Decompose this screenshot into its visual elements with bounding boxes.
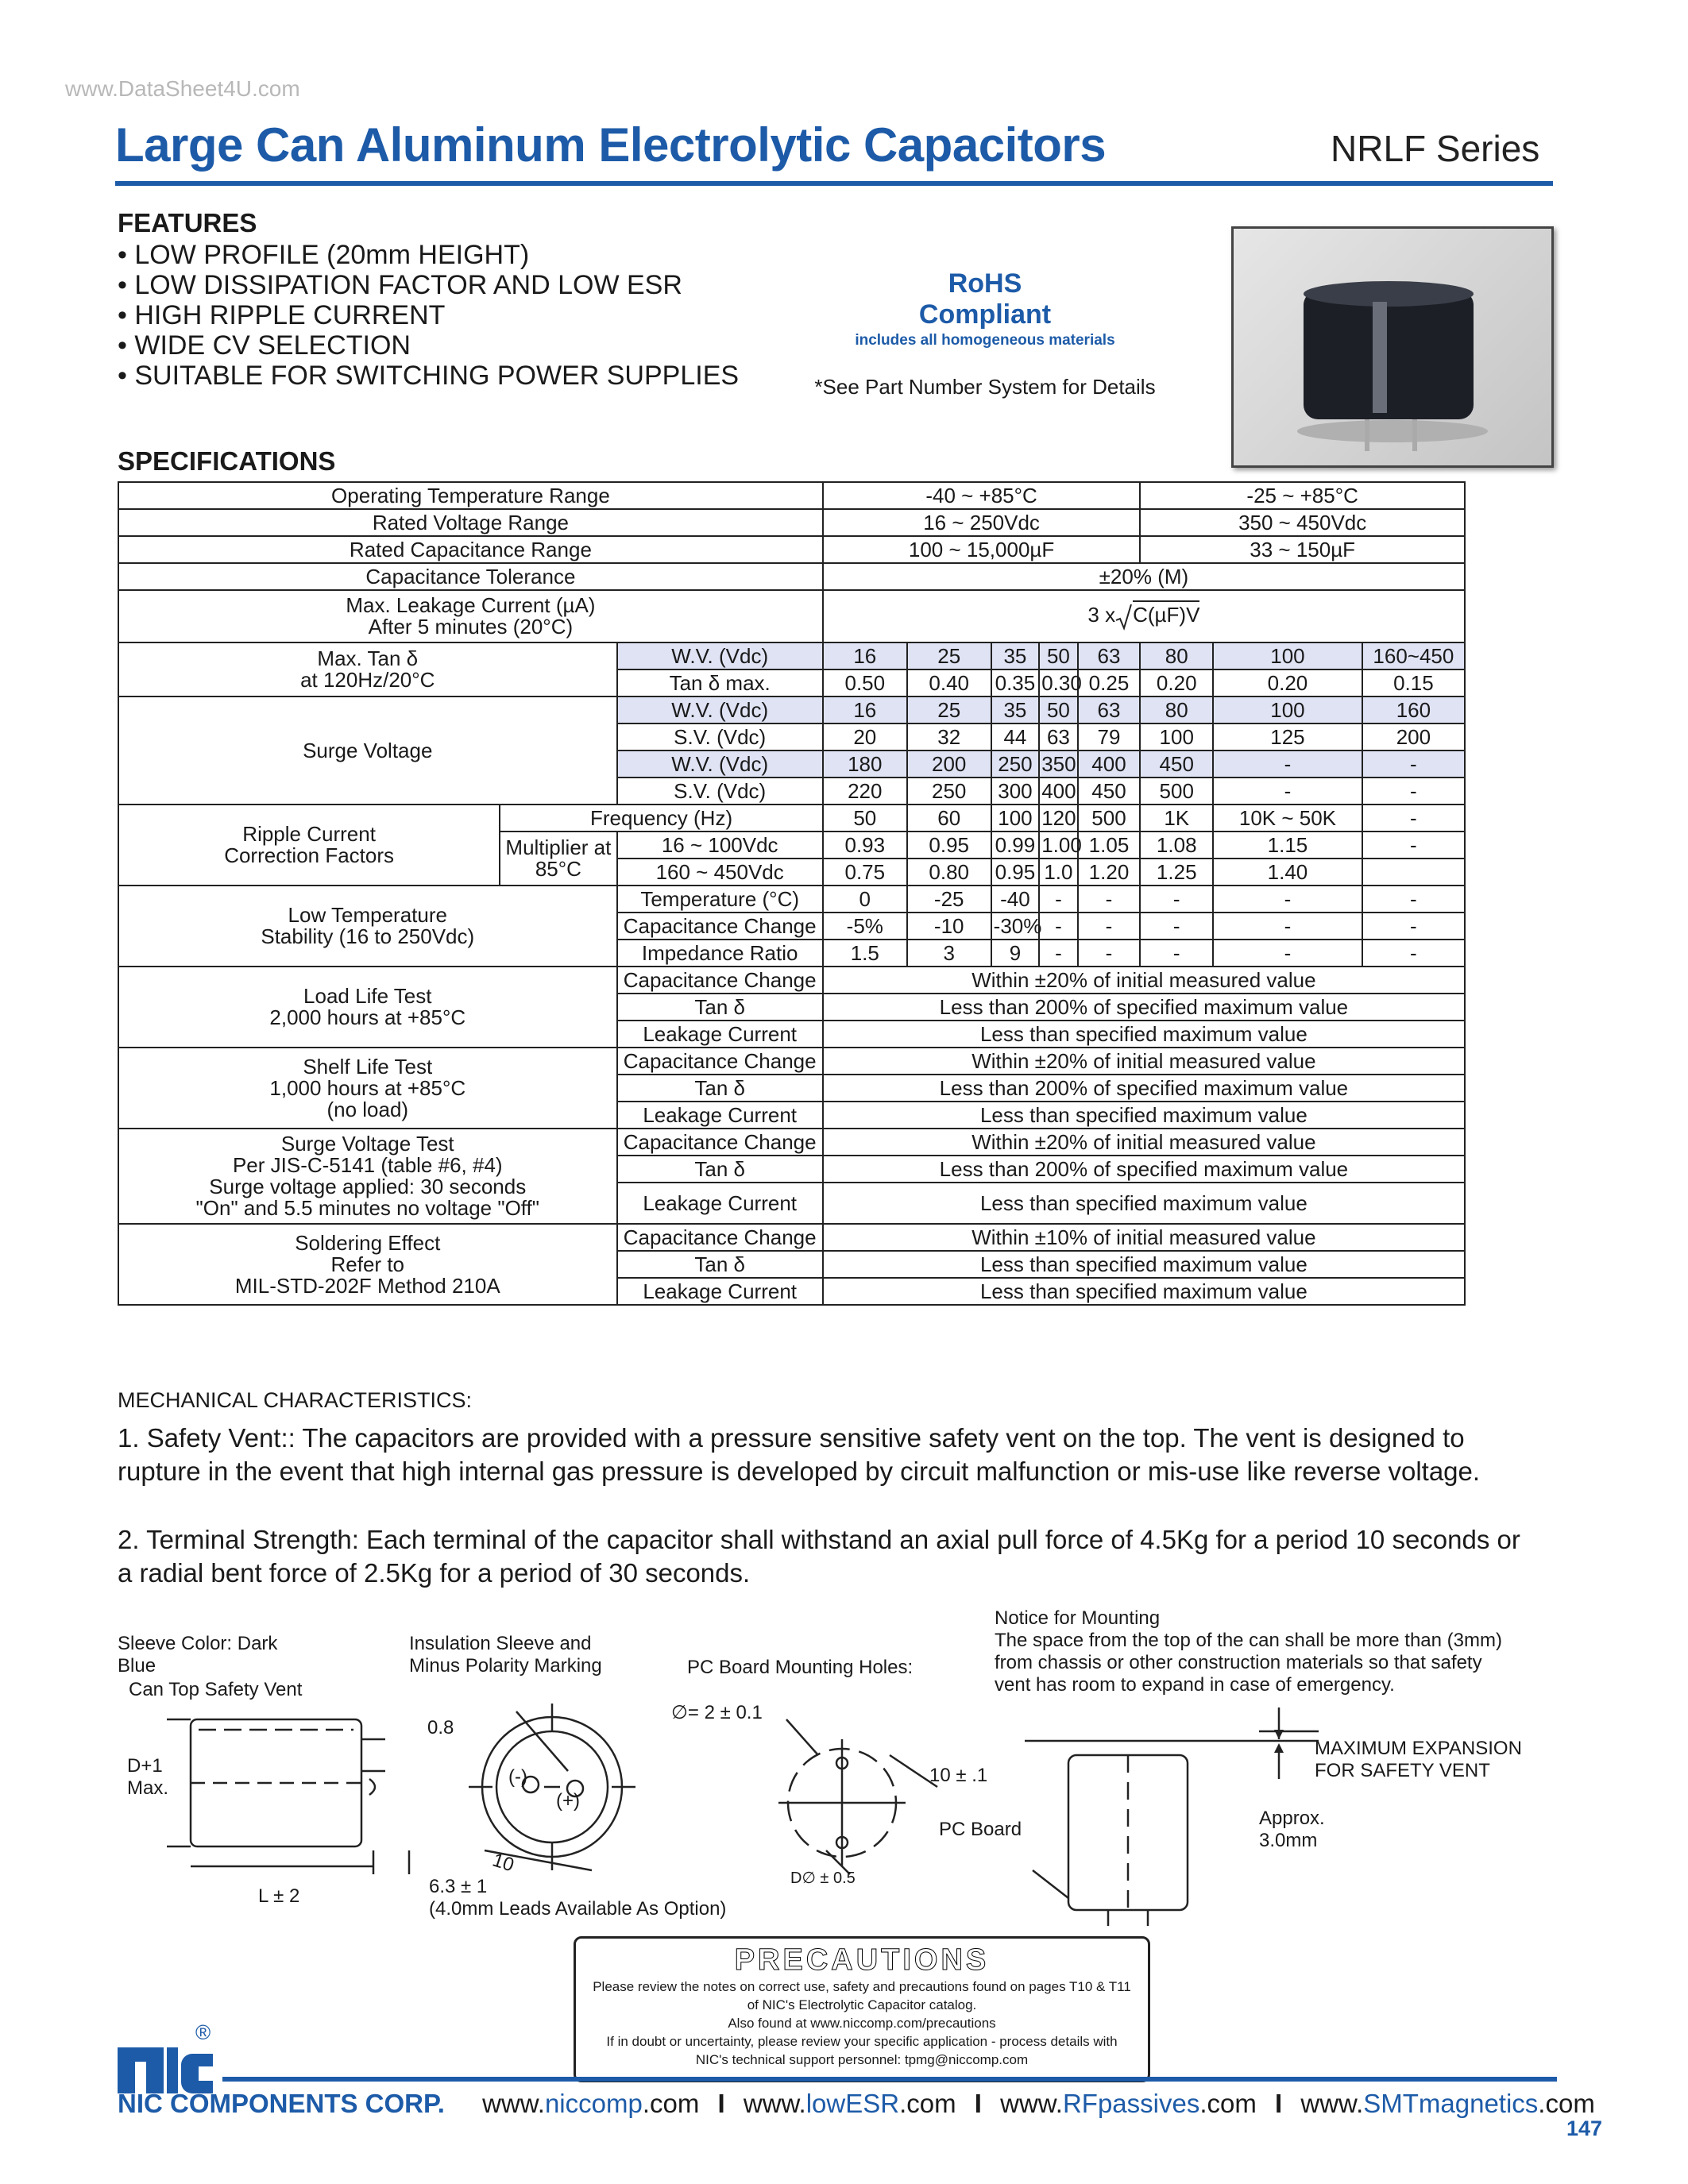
specifications-table	[118, 481, 1466, 1306]
table-row: Leakage Current Less than specified maximum value	[118, 1021, 1465, 1048]
table-row: Leakage Current Less than specified maximum value	[118, 1183, 1465, 1224]
table-row: Tan δ max. 0.50 0.40 0.35 0.30 0.25 0.20 0.20 0.15	[118, 669, 1465, 696]
table-row: Tan δ Less than 200% of specified maximum value	[118, 1075, 1465, 1102]
table-row: Surge Voltage W.V. (Vdc) 16 25 35 50 63 80 100 160	[118, 696, 1465, 723]
specifications-heading: SPECIFICATIONS	[118, 446, 336, 476]
notice-line: from chassis or other construction materials so that safety	[995, 1652, 1482, 1673]
precautions-title: PRECAUTIONS	[734, 1943, 990, 1977]
leakage-formula: 3 x C(µF)V	[823, 590, 1465, 642]
dim-10-label: 10	[489, 1849, 517, 1877]
dim-0-8-label: 0.8	[427, 1717, 454, 1738]
feature-item: • LOW PROFILE (20mm HEIGHT)	[118, 240, 530, 270]
product-photo	[1231, 226, 1554, 468]
precautions-contact[interactable]: NIC's technical support personnel: tpmg@niccomp.com	[695, 2052, 1029, 2067]
table-row: 160 ~ 450Vdc 0.75 0.80 0.95 1.0 1.20 1.25 1.40	[118, 859, 1465, 886]
insulation-label: Insulation Sleeve and	[409, 1633, 592, 1654]
pc-board-label: PC Board	[939, 1819, 1022, 1840]
company-name: NIC COMPONENTS CORP.	[118, 2089, 445, 2118]
terminal-strength-paragraph: 2. Terminal Strength: Each terminal of the capacitor shall withstand an axial pull force of 4.5Kg for a period 10 seconds or a radial bent force of 2.5Kg for a period of 30 seconds.	[118, 1525, 1520, 1588]
insulation-label-2: Minus Polarity Marking	[409, 1655, 602, 1677]
table-row: Rated Capacitance Range 100 ~ 15,000µF 33 ~ 150µF	[118, 536, 1465, 563]
mechanical-heading: MECHANICAL CHARACTERISTICS:	[118, 1388, 473, 1412]
table-row: Tan δ Less than specified maximum value	[118, 1251, 1465, 1278]
table-row: Capacitance Change -5% -10 -30% - - - - -	[118, 913, 1465, 940]
series-name: NRLF Series	[1331, 128, 1540, 169]
max-expansion-label-2: FOR SAFETY VENT	[1315, 1760, 1490, 1781]
mounting-holes-label: PC Board Mounting Holes:	[687, 1657, 914, 1678]
safety-vent-paragraph: 1. Safety Vent:: The capacitors are provided with a pressure sensitive safety vent on the top. The vent is designed to rupture in the event that high internal gas pressure is developed by circuit malfunction or mis-use like reverse voltage.	[118, 1423, 1481, 1486]
link-rfpassives[interactable]: www.RFpassives.com	[1000, 2089, 1257, 2118]
notice-line: vent has room to expand in case of emergency.	[995, 1674, 1395, 1696]
hole-circle-label: D∅ ± 0.5	[790, 1870, 856, 1887]
page-number: 147	[1566, 2116, 1603, 2140]
length-label: L ± 2	[258, 1885, 300, 1907]
link-lowesr[interactable]: www.lowESR.com	[743, 2089, 956, 2118]
diameter-max-label: Max.	[127, 1777, 169, 1799]
max-expansion-label: MAXIMUM EXPANSION	[1315, 1738, 1522, 1759]
sleeve-color-label: Sleeve Color: Dark	[118, 1633, 278, 1654]
table-row: Leakage Current Less than specified maximum value	[118, 1102, 1465, 1129]
table-row: Rated Voltage Range 16 ~ 250Vdc 350 ~ 450Vdc	[118, 509, 1465, 536]
pcb-mount-view	[1068, 1755, 1188, 1910]
rohs-line1: RoHS	[948, 268, 1022, 299]
table-row: Tan δ Less than 200% of specified maximum value	[118, 1156, 1465, 1183]
minus-marking: (-)	[508, 1766, 527, 1788]
table-row: Shelf Life Test 1,000 hours at +85°C (no load) Capacitance Change Within ±20% of initial measured value	[118, 1048, 1465, 1075]
precautions-link[interactable]: Also found at www.niccomp.com/precautions	[728, 2016, 996, 2031]
table-row: Max. Leakage Current (µA) After 5 minutes (20°C) 3 x C(µF)V	[118, 590, 1465, 642]
feature-item: • WIDE CV SELECTION	[118, 330, 411, 361]
table-row: Max. Tan δ at 120Hz/20°C W.V. (Vdc) 16 25 35 50 63 80 100 160~450	[118, 642, 1465, 669]
rohs-note: *See Part Number System for Details	[814, 375, 1156, 399]
notice-line: The space from the top of the can shall be more than (3mm)	[995, 1630, 1502, 1651]
table-row: Capacitance Tolerance ±20% (M)	[118, 563, 1465, 590]
table-row: Impedance Ratio 1.5 3 9 - - - - -	[118, 940, 1465, 967]
precautions-box	[574, 1936, 1150, 2082]
notice-heading: Notice for Mounting	[995, 1607, 1161, 1629]
feature-item: • SUITABLE FOR SWITCHING POWER SUPPLIES	[118, 361, 740, 391]
hole-spacing-label: 10 ± .1	[929, 1765, 988, 1786]
features-heading: FEATURES	[118, 208, 257, 237]
table-row: S.V. (Vdc) 20 32 44 63 79 100 125 200	[118, 723, 1465, 751]
rohs-line3: includes all homogeneous materials	[855, 332, 1115, 349]
lead-option-label: (4.0mm Leads Available As Option)	[429, 1898, 727, 1920]
precautions-line: If in doubt or uncertainty, please review your specific application - process details with	[606, 2034, 1118, 2049]
page-title: Large Can Aluminum Electrolytic Capacitors	[115, 118, 1107, 172]
features-list	[118, 240, 739, 391]
precautions-line: of NIC's Electrolytic Capacitor catalog.	[747, 1997, 977, 2012]
approx-label: Approx.	[1259, 1808, 1325, 1829]
sleeve-color-label-2: Blue	[118, 1655, 156, 1677]
capacitor-photo-icon	[1234, 229, 1551, 465]
feature-item: • HIGH RIPPLE CURRENT	[118, 300, 446, 330]
table-row: Load Life Test 2,000 hours at +85°C Capacitance Change Within ±20% of initial measured value	[118, 967, 1465, 994]
table-row: Multiplier at 85°C 16 ~ 100Vdc 0.93 0.95 0.99 1.00 1.05 1.08 1.15 -	[118, 832, 1465, 859]
registered-mark: ®	[195, 2020, 211, 2044]
table-row: Tan δ Less than 200% of specified maximum value	[118, 994, 1465, 1021]
table-row: Surge Voltage Test Per JIS-C-5141 (table #6, #4) Surge voltage applied: 30 seconds "On" and 5.5 minutes no voltage "Off" Capacitance Change Within ±20% of initial measured value	[118, 1129, 1465, 1156]
rohs-line2: Compliant	[918, 299, 1052, 330]
table-row: Ripple Current Correction Factors Frequency (Hz) 50 60 100 120 500 1K 10K ~ 50K -	[118, 805, 1465, 832]
diameter-label: D+1	[127, 1755, 163, 1777]
lead-length-label: 6.3 ± 1	[429, 1876, 488, 1897]
table-row: S.V. (Vdc) 220 250 300 400 450 500 - -	[118, 778, 1465, 805]
table-row: Soldering Effect Refer to MIL-STD-202F Method 210A Capacitance Change Within ±10% of initial measured value	[118, 1224, 1465, 1251]
footer: NIC COMPONENTS CORP. www.niccomp.com I www.lowESR.com I www.RFpassives.com I www.SMTmagnetics.com	[118, 2089, 1595, 2118]
plus-marking: (+)	[556, 1790, 580, 1812]
can-top-vent-label: Can Top Safety Vent	[129, 1679, 303, 1700]
table-row: Operating Temperature Range -40 ~ +85°C -25 ~ +85°C	[118, 482, 1465, 509]
title-rule	[115, 181, 1553, 186]
rohs-badge	[826, 268, 1144, 349]
precautions-line: Please review the notes on correct use, safety and precautions found on pages T10 & T11	[593, 1979, 1131, 1994]
table-row: Leakage Current Less than specified maximum value	[118, 1278, 1465, 1305]
table-row: W.V. (Vdc) 180 200 250 350 400 450 - -	[118, 751, 1465, 778]
feature-item: • LOW DISSIPATION FACTOR AND LOW ESR	[118, 270, 682, 300]
table-row: Low Temperature Stability (16 to 250Vdc) Temperature (°C) 0 -25 -40 - - - - -	[118, 886, 1465, 913]
watermark: www.DataSheet4U.com	[65, 76, 300, 101]
hole-diameter-label: ∅= 2 ± 0.1	[671, 1702, 763, 1723]
link-smtmagnetics[interactable]: www.SMTmagnetics.com	[1300, 2089, 1595, 2118]
approx-value-label: 3.0mm	[1259, 1830, 1318, 1851]
sqrt-icon	[1115, 603, 1133, 630]
footer-rule	[222, 2077, 1557, 2082]
link-niccomp[interactable]: www.niccomp.com	[482, 2089, 700, 2118]
